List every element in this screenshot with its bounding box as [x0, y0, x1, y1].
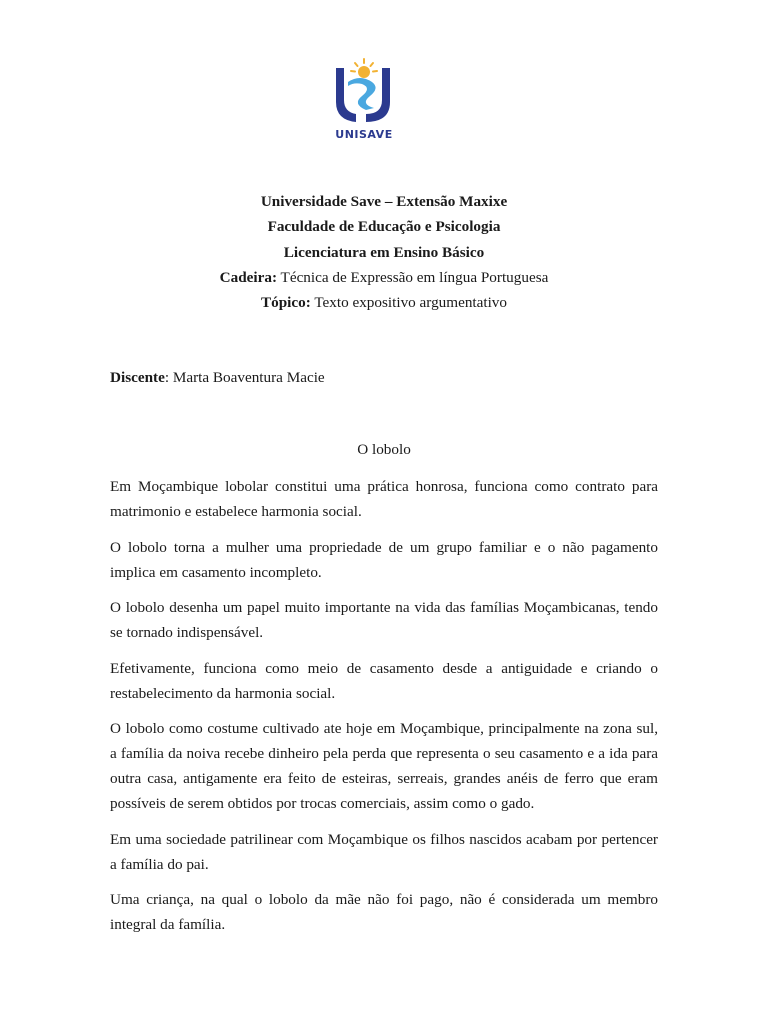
- document-header: [0, 189, 768, 315]
- subject-line: [0, 265, 768, 290]
- sun-icon: [351, 59, 377, 78]
- paragraph: Em Moçambique lobolar constitui uma prática honrosa, funciona como contrato para matrimonio e estabelece harmonia social.: [110, 478, 658, 520]
- topic-line: [0, 290, 768, 315]
- subject-value: Técnica de Expressão em língua Portuguesa: [280, 268, 549, 286]
- university-logo: [326, 52, 402, 144]
- paragraph: Uma criança, na qual o lobolo da mãe não foi pago, não é considerada um membro integral da família.: [110, 891, 658, 933]
- essay-title: O lobolo: [357, 441, 411, 458]
- faculty-name: Faculdade de Educação e Psicologia: [267, 218, 501, 236]
- logo-text: UNISAVE: [335, 128, 393, 141]
- student-name: Marta Boaventura Macie: [172, 369, 325, 386]
- topic-label: Tópico:: [260, 294, 311, 312]
- paragraph: O lobolo como costume cultivado ate hoje em Moçambique, principalmente na zona sul, a família da noiva recebe dinheiro pela perda que representa o seu casamento e a ida para outra casa, antigamente era feito de esteiras, serreais, grandes anéis de ferro que eram possíveis de serem obtidos por trocas comerciais, assim como o gado.: [110, 720, 658, 812]
- university-name: Universidade Save – Extensão Maxixe: [260, 193, 508, 210]
- student-colon: :: [164, 369, 170, 386]
- paragraph: O lobolo torna a mulher uma propriedade de um grupo familiar e o não pagamento implica em casamento incompleto.: [110, 538, 658, 581]
- essay-body: [110, 474, 658, 948]
- topic-value: Texto expositivo argumentativo: [314, 294, 507, 312]
- paragraph: Efetivamente, funciona como meio de casamento desde a antiguidade e criando o restabelecimento da harmonia social.: [110, 659, 658, 702]
- student-label: Discente: [110, 369, 165, 386]
- logo-i-shape: [336, 68, 356, 122]
- course-name: Licenciatura em Ensino Básico: [283, 243, 485, 261]
- paragraph: Em uma sociedade patrilinear com Moçambique os filhos nascidos acabam por pertencer a família do pai.: [110, 830, 658, 873]
- logo-wave-shape: [348, 78, 376, 110]
- student-line: [110, 368, 325, 388]
- subject-label: Cadeira:: [219, 268, 278, 286]
- paragraph: O lobolo desenha um papel muito importante na vida das famílias Moçambicanas, tendo se tornado indispensável.: [110, 599, 658, 641]
